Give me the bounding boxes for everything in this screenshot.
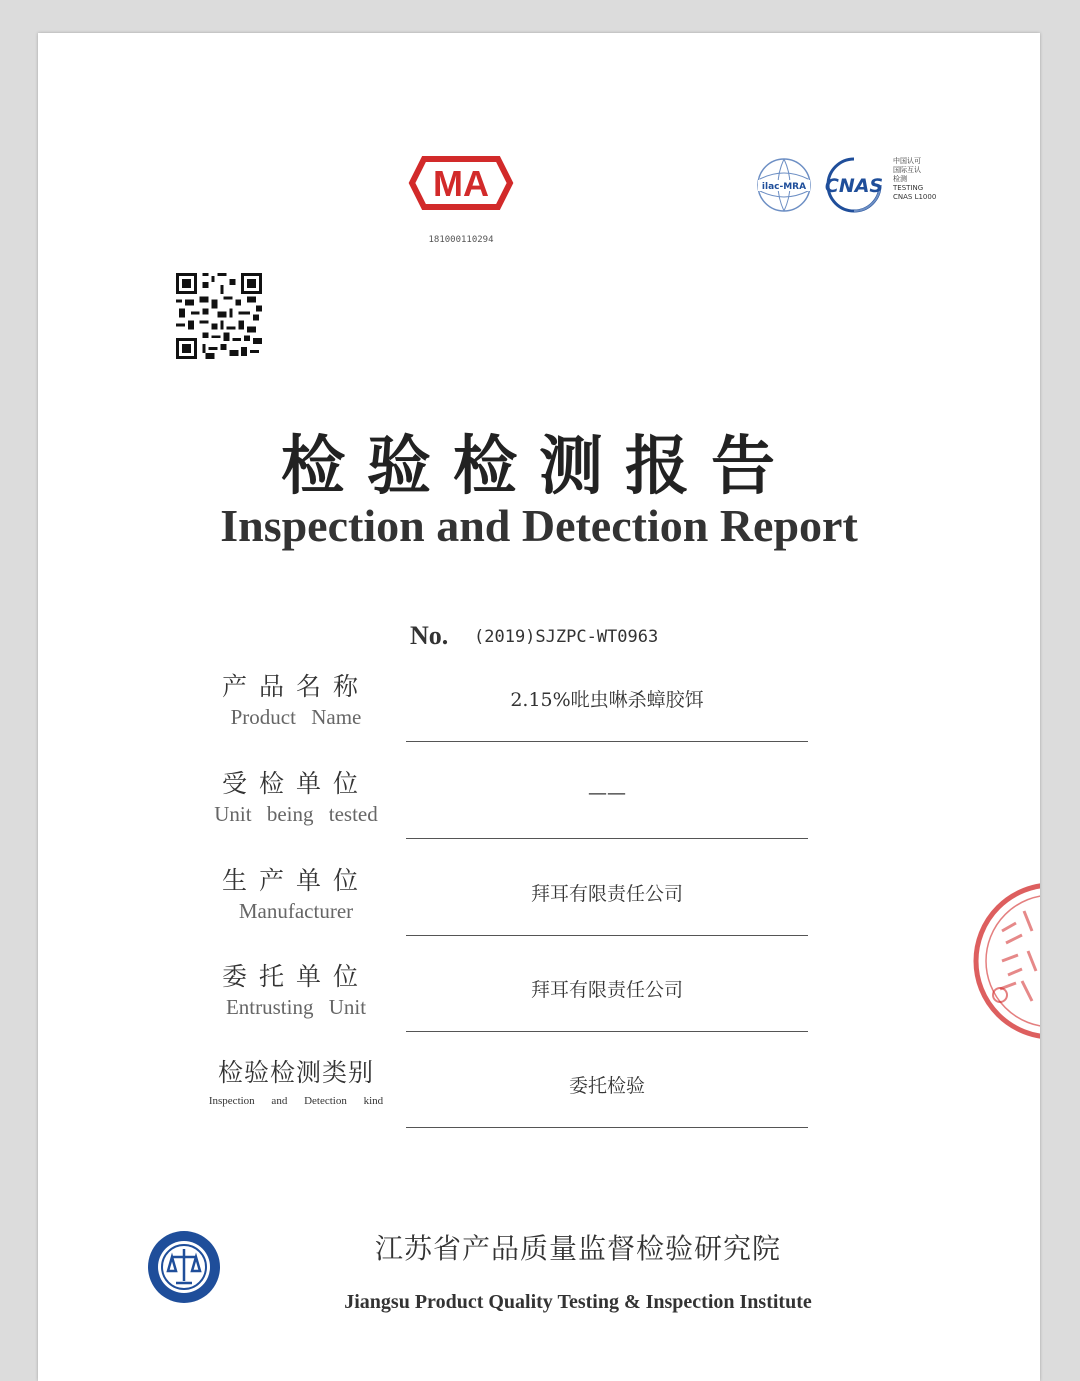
cnas-accreditation-text <box>893 157 963 202</box>
field-value: 委托检验 <box>568 1075 645 1097</box>
institute-name-english: Jiangsu Product Quality Testing & Inspection Institute <box>344 1291 812 1313</box>
institute-name-chinese: 江苏省产品质量监督检验研究院 <box>374 1232 781 1265</box>
cma-certificate-number: 181000110294 <box>428 235 494 245</box>
cnas-logo-text: CNAS <box>824 175 884 197</box>
cnas-line: TESTING <box>893 184 924 192</box>
cma-logo-text: MA <box>433 163 489 204</box>
field-label-cn: 检验检测类别 <box>217 1058 374 1087</box>
field-entrusting-unit <box>196 957 816 1053</box>
cnas-line: 检测 <box>893 175 907 183</box>
field-manufacturer <box>196 861 816 957</box>
institute-quality-testing-logo <box>146 1229 222 1305</box>
field-value: 拜耳有限责任公司 <box>530 979 683 1001</box>
field-label-en: Inspection and Detection kind <box>208 1095 384 1107</box>
report-number-value: (2019)SJZPC-WT0963 <box>474 627 659 647</box>
field-underline <box>406 1127 808 1128</box>
field-value: 拜耳有限责任公司 <box>530 883 683 905</box>
red-seal-stamp <box>972 871 1040 1051</box>
ilac-logo-text: ilac-MRA <box>761 182 807 192</box>
field-value: —— <box>588 782 626 804</box>
field-label-en: Entrusting Unit <box>225 995 367 1019</box>
field-underline <box>406 741 808 742</box>
field-underline <box>406 838 808 839</box>
field-product-name <box>196 667 816 763</box>
cnas-line: 国际互认 <box>893 166 921 174</box>
report-title-english: Inspection and Detection Report <box>220 500 858 551</box>
qr-code-icon <box>176 273 262 359</box>
field-label-cn: 委托单位 <box>221 962 370 991</box>
cnas-line: CNAS L1000 <box>893 193 937 201</box>
report-cover-page <box>38 33 1040 1381</box>
field-label-en: Manufacturer <box>238 899 354 923</box>
field-underline <box>406 935 808 936</box>
field-label-en: Product Name <box>230 705 362 729</box>
cnas-line: 中国认可 <box>893 157 921 165</box>
ilac-mra-logo <box>756 153 812 217</box>
field-label-en: Unit being tested <box>214 802 378 826</box>
field-underline <box>406 1031 808 1032</box>
field-label-cn: 受检单位 <box>221 769 370 798</box>
cnas-logo <box>818 155 890 215</box>
field-unit-being-tested <box>196 764 816 860</box>
field-label-cn: 生产单位 <box>221 866 370 895</box>
report-title-chinese: 检验检测报告 <box>281 429 797 504</box>
cma-logo <box>406 153 516 213</box>
field-inspection-kind <box>196 1053 816 1149</box>
field-value: 2.15%吡虫啉杀蟑胶饵 <box>510 689 704 711</box>
field-label-cn: 产品名称 <box>221 672 370 701</box>
report-number-label: No. <box>410 621 449 650</box>
